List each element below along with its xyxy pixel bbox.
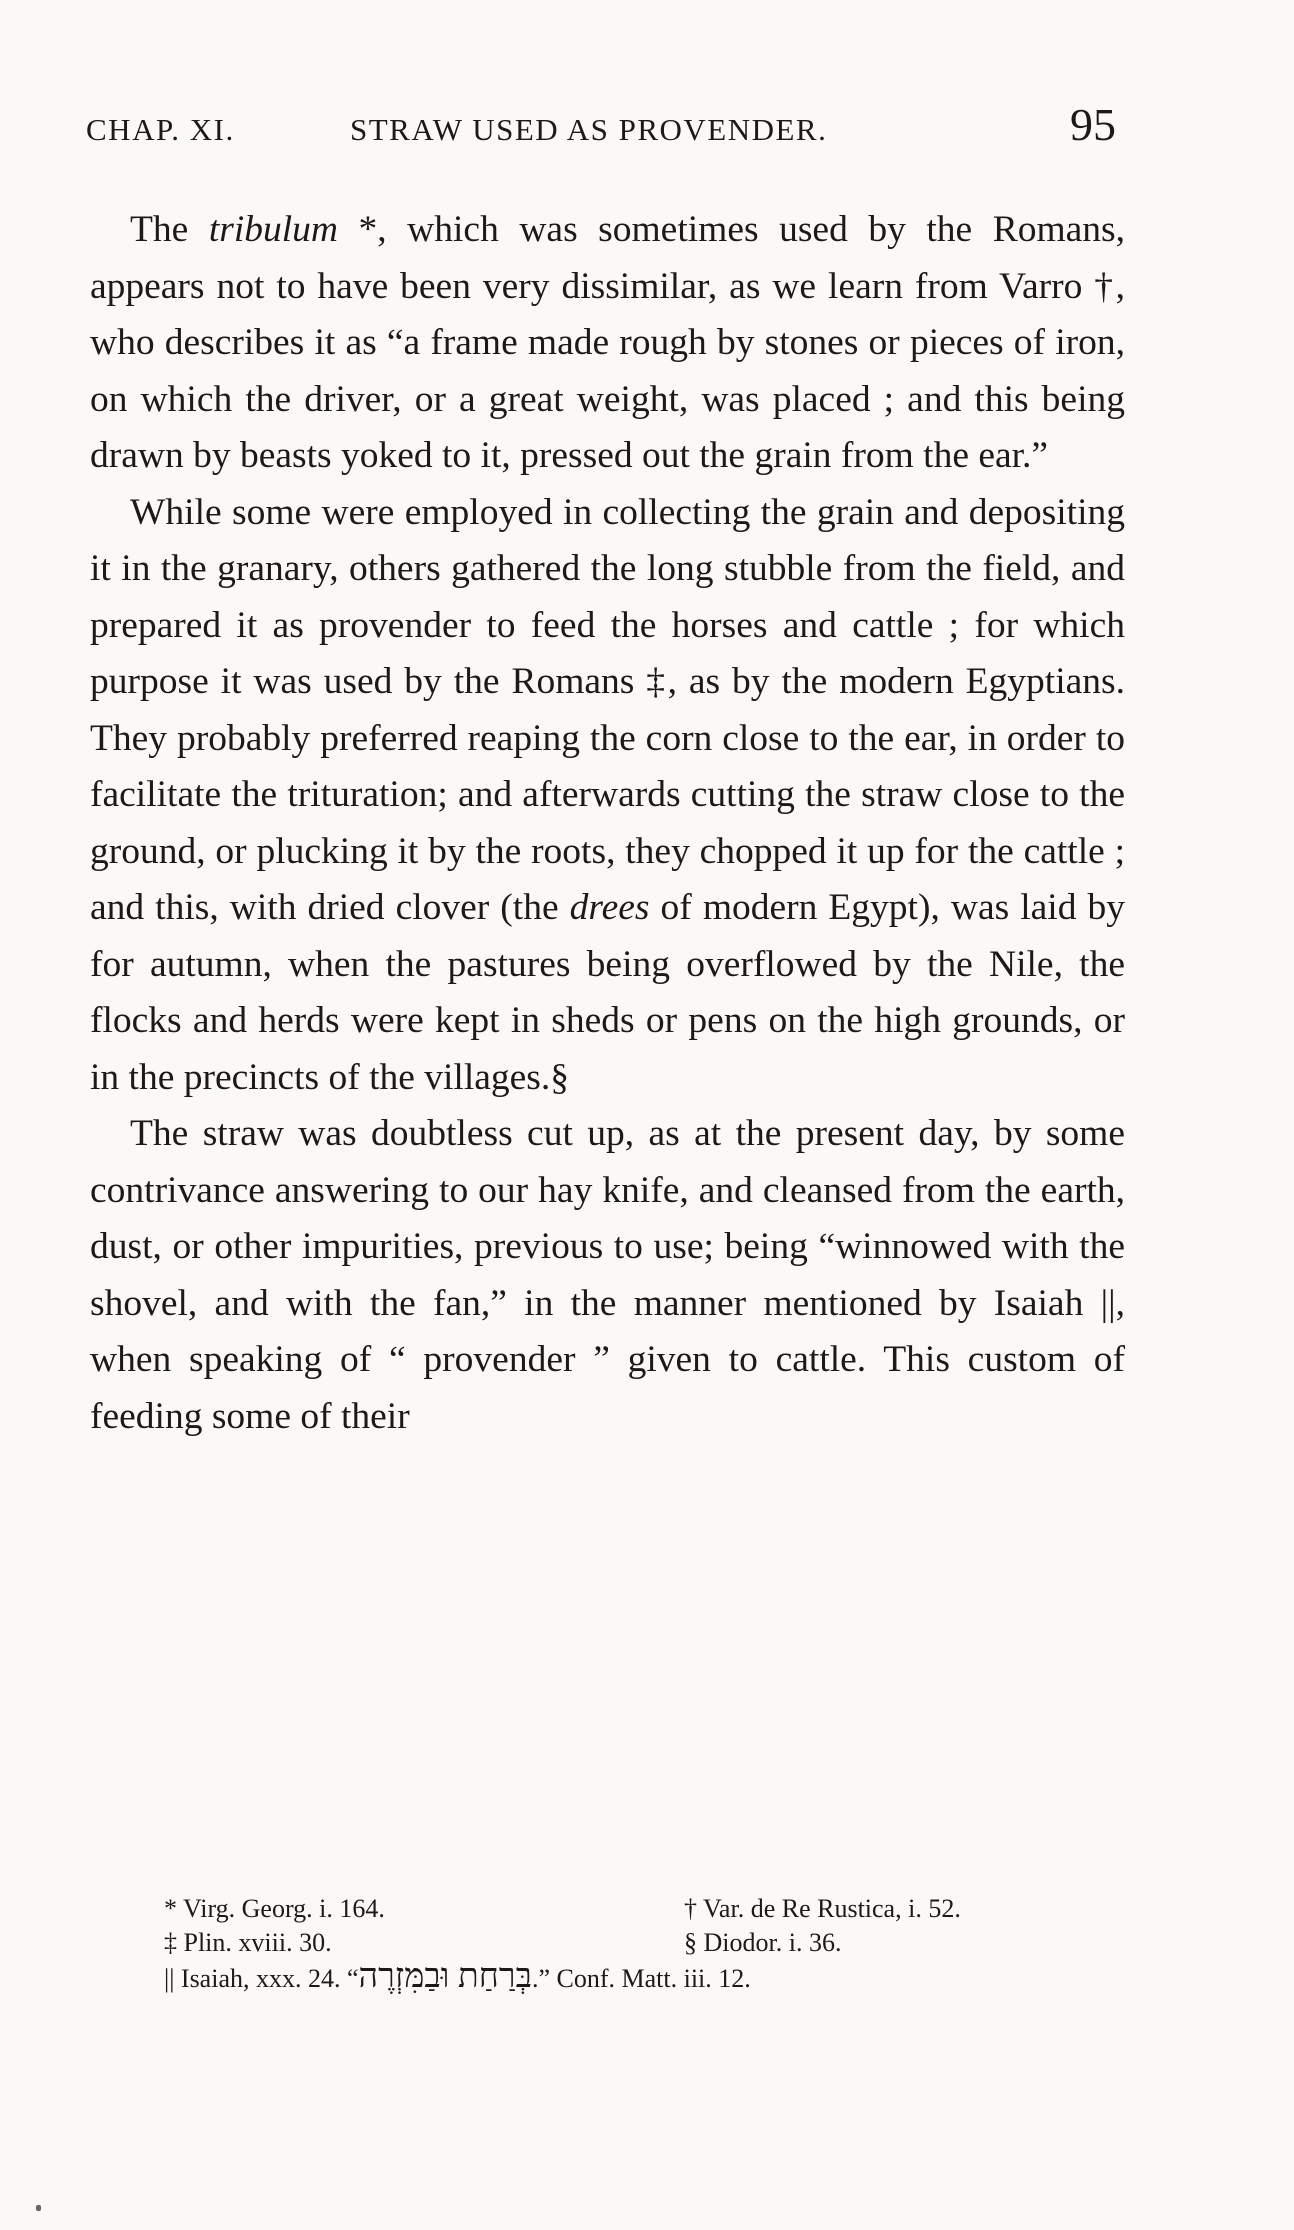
footnote-row [164, 1892, 1124, 1926]
text-run: The [130, 209, 209, 250]
paragraph-straw [90, 1106, 1125, 1445]
footnote-row [164, 1926, 1124, 1960]
chapter-label: CHAP. XI. [86, 112, 235, 147]
page-number: 95 [1070, 99, 1116, 150]
footnote-isaiah-end: .” Conf. Matt. iii. 12. [531, 1964, 751, 1993]
hebrew-quotation: בְּרַחַת וּבַמִּזְרֶה [358, 1958, 532, 1995]
paragraph-tribulum [90, 202, 1125, 485]
text-run: of modern Egypt), was laid by for autumn, when the pastures being overflowed by the Nile, the flocks and herds were kept in sheds or pens on the high grounds, or in the precincts of the villages.§ [90, 887, 1126, 1098]
italic-term-tribulum: tribulum [208, 209, 339, 250]
text-run: *, which was sometimes used by the Romans, appears not to have been very dissimilar, as we learn from Varro †, who describes it as “a frame made rough by stones or pieces of iron, on which the driver, or a great weight, was placed ; and this being drawn by beasts yoked to it, pressed out the grain from the ear.” [90, 209, 1125, 476]
footnote-pliny: ‡ Plin. xviii. 30. [164, 1928, 332, 1957]
footnote-virgil: * Virg. Georg. i. 164. [164, 1894, 385, 1923]
footnote-diodorus: § Diodor. i. 36. [684, 1928, 842, 1957]
text-run: While some were employed in collecting the grain and depositing it in the granary, others gathered the long stubble from the field, and prepared it as provender to feed the horses and cattle ; for which purpose it was used by the Romans ‡, as by the modern Egyptians. They probably preferred reaping the corn close to the ear, in order to facilitate the trituration; and afterwards cutting the straw close to the ground, or plucking it by the roots, they chopped it up for the cattle ; and this, with dried clover (the [90, 491, 1125, 928]
paragraph-stubble [90, 485, 1125, 1107]
footnote-varro: † Var. de Re Rustica, i. 52. [684, 1894, 961, 1923]
running-head [86, 99, 1116, 164]
text-run: The straw was doubtless cut up, as at the present day, by some contrivance answering to our hay knife, and cleansed from the earth, dust, or other impurities, previous to use; being “winnowed with the shovel, and with the fan,” in the manner mentioned by Isaiah ||, when speaking of “ provender ” given to cattle. This custom of feeding some of their [90, 1113, 1125, 1437]
body-text [90, 202, 1125, 1445]
italic-term-drees: drees [569, 887, 650, 928]
footnote-isaiah: || Isaiah, xxx. 24. “ [164, 1964, 359, 1993]
footnotes [164, 1892, 1124, 1994]
footnote-row [164, 1960, 1124, 1994]
running-title: STRAW USED AS PROVENDER. [350, 112, 828, 147]
print-speck [36, 2205, 41, 2211]
